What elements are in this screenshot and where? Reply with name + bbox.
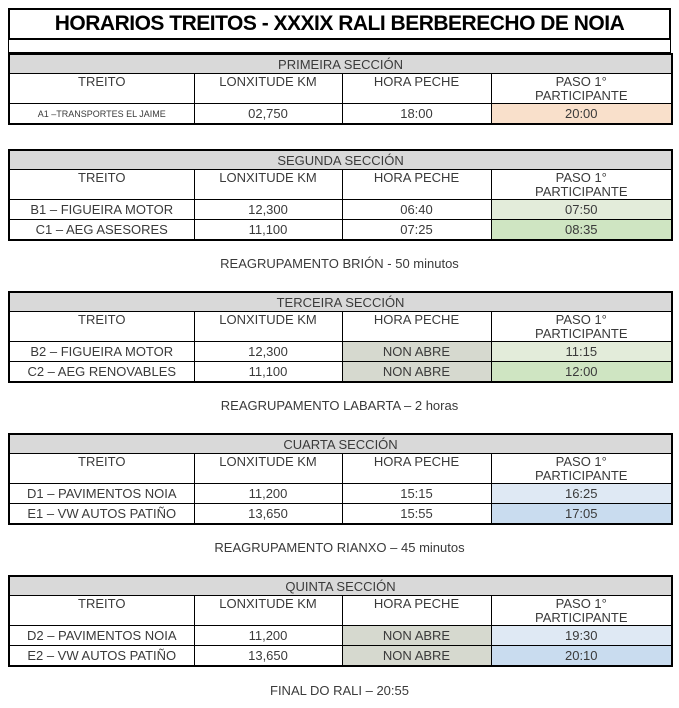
treito-cell: D1 – PAVIMENTOS NOIA: [9, 484, 194, 504]
col-header-paso-line1: PASO 1°: [555, 74, 607, 89]
table-row: [9, 200, 672, 220]
col-header-treito: TREITO: [9, 74, 194, 104]
regroup-note-brion: REAGRUPAMENTO BRIÓN - 50 minutos: [220, 256, 459, 271]
table-row: [9, 104, 672, 125]
section-header-row: [9, 292, 672, 312]
column-header-row: [9, 170, 672, 200]
section-title: SEGUNDA SECCIÓN: [9, 150, 672, 170]
table-row: [9, 342, 672, 362]
table-row: [9, 484, 672, 504]
table-primeira-seccion: [8, 53, 673, 125]
paso-cell: 08:35: [491, 220, 672, 241]
hora-peche-cell: 06:40: [342, 200, 491, 220]
hora-peche-cell: 07:25: [342, 220, 491, 241]
paso-cell: 12:00: [491, 362, 672, 383]
col-header-hora-peche: HORA PECHE: [342, 74, 491, 104]
col-header-lonxitude: LONXITUDE KM: [194, 312, 342, 342]
col-header-paso-line2: PARTICIPANTE: [535, 468, 628, 483]
section-header-row: [9, 576, 672, 596]
regroup-note-labarta: REAGRUPAMENTO LABARTA – 2 horas: [220, 398, 459, 413]
treito-cell: B2 – FIGUEIRA MOTOR: [9, 342, 194, 362]
section-title: TERCEIRA SECCIÓN: [9, 292, 672, 312]
col-header-paso-line2: PARTICIPANTE: [535, 326, 628, 341]
treito-cell: B1 – FIGUEIRA MOTOR: [9, 200, 194, 220]
treito-cell: E2 – VW AUTOS PATIÑO: [9, 646, 194, 667]
hora-peche-cell: NON ABRE: [342, 362, 491, 383]
col-header-lonxitude: LONXITUDE KM: [194, 454, 342, 484]
col-header-treito: TREITO: [9, 596, 194, 626]
col-header-hora-peche: HORA PECHE: [342, 312, 491, 342]
col-header-paso: [491, 596, 672, 626]
lonxitude-cell: 13,650: [194, 646, 342, 667]
table-segunda-seccion: [8, 149, 673, 241]
table-cuarta-seccion: [8, 433, 673, 525]
table-row: [9, 626, 672, 646]
regroup-note-rianxo: REAGRUPAMENTO RIANXO – 45 minutos: [214, 540, 465, 555]
paso-cell: 19:30: [491, 626, 672, 646]
col-header-lonxitude: LONXITUDE KM: [194, 596, 342, 626]
lonxitude-cell: 13,650: [194, 504, 342, 525]
table-row: [9, 504, 672, 525]
col-header-hora-peche: HORA PECHE: [342, 170, 491, 200]
hora-peche-cell: 15:15: [342, 484, 491, 504]
lonxitude-cell: 02,750: [194, 104, 342, 125]
table-row: [9, 362, 672, 383]
col-header-paso-line1: PASO 1°: [555, 312, 607, 327]
column-header-row: [9, 312, 672, 342]
section-header-row: [9, 150, 672, 170]
col-header-hora-peche: HORA PECHE: [342, 454, 491, 484]
lonxitude-cell: 12,300: [194, 342, 342, 362]
col-header-paso: [491, 312, 672, 342]
col-header-treito: TREITO: [9, 312, 194, 342]
col-header-treito: TREITO: [9, 170, 194, 200]
paso-cell: 20:10: [491, 646, 672, 667]
col-header-paso-line1: PASO 1°: [555, 454, 607, 469]
paso-cell: 20:00: [491, 104, 672, 125]
col-header-paso-line1: PASO 1°: [555, 170, 607, 185]
section-title: CUARTA SECCIÓN: [9, 434, 672, 454]
treito-cell: A1 –TRANSPORTES EL JAIME: [9, 104, 194, 125]
hora-peche-cell: NON ABRE: [342, 342, 491, 362]
table-row: [9, 220, 672, 241]
table-terceira-seccion: [8, 291, 673, 383]
table-row: [9, 646, 672, 667]
hora-peche-cell: 18:00: [342, 104, 491, 125]
column-header-row: [9, 596, 672, 626]
paso-cell: 11:15: [491, 342, 672, 362]
treito-cell: E1 – VW AUTOS PATIÑO: [9, 504, 194, 525]
col-header-paso-line2: PARTICIPANTE: [535, 610, 628, 625]
hora-peche-cell: NON ABRE: [342, 646, 491, 667]
section-title: QUINTA SECCIÓN: [9, 576, 672, 596]
col-header-paso: [491, 454, 672, 484]
col-header-paso-line2: PARTICIPANTE: [535, 88, 628, 103]
col-header-paso: [491, 74, 672, 104]
paso-cell: 17:05: [491, 504, 672, 525]
section-header-row: [9, 434, 672, 454]
treito-cell: D2 – PAVIMENTOS NOIA: [9, 626, 194, 646]
lonxitude-cell: 12,300: [194, 200, 342, 220]
lonxitude-cell: 11,200: [194, 626, 342, 646]
col-header-hora-peche: HORA PECHE: [342, 596, 491, 626]
column-header-row: [9, 454, 672, 484]
final-note: FINAL DO RALI – 20:55: [270, 683, 409, 698]
treito-cell: C1 – AEG ASESORES: [9, 220, 194, 241]
col-header-treito: TREITO: [9, 454, 194, 484]
col-header-paso-line2: PARTICIPANTE: [535, 184, 628, 199]
col-header-lonxitude: LONXITUDE KM: [194, 74, 342, 104]
spacer-row: [8, 40, 671, 53]
hora-peche-cell: 15:55: [342, 504, 491, 525]
lonxitude-cell: 11,100: [194, 362, 342, 383]
col-header-lonxitude: LONXITUDE KM: [194, 170, 342, 200]
document-title: HORARIOS TREITOS - XXXIX RALI BERBERECHO DE NOIA: [8, 8, 671, 40]
column-header-row: [9, 74, 672, 104]
lonxitude-cell: 11,100: [194, 220, 342, 241]
hora-peche-cell: NON ABRE: [342, 626, 491, 646]
section-title: PRIMEIRA SECCIÓN: [9, 54, 672, 74]
col-header-paso-line1: PASO 1°: [555, 596, 607, 611]
treito-cell: C2 – AEG RENOVABLES: [9, 362, 194, 383]
table-quinta-seccion: [8, 575, 673, 667]
paso-cell: 07:50: [491, 200, 672, 220]
lonxitude-cell: 11,200: [194, 484, 342, 504]
paso-cell: 16:25: [491, 484, 672, 504]
section-header-row: [9, 54, 672, 74]
col-header-paso: [491, 170, 672, 200]
